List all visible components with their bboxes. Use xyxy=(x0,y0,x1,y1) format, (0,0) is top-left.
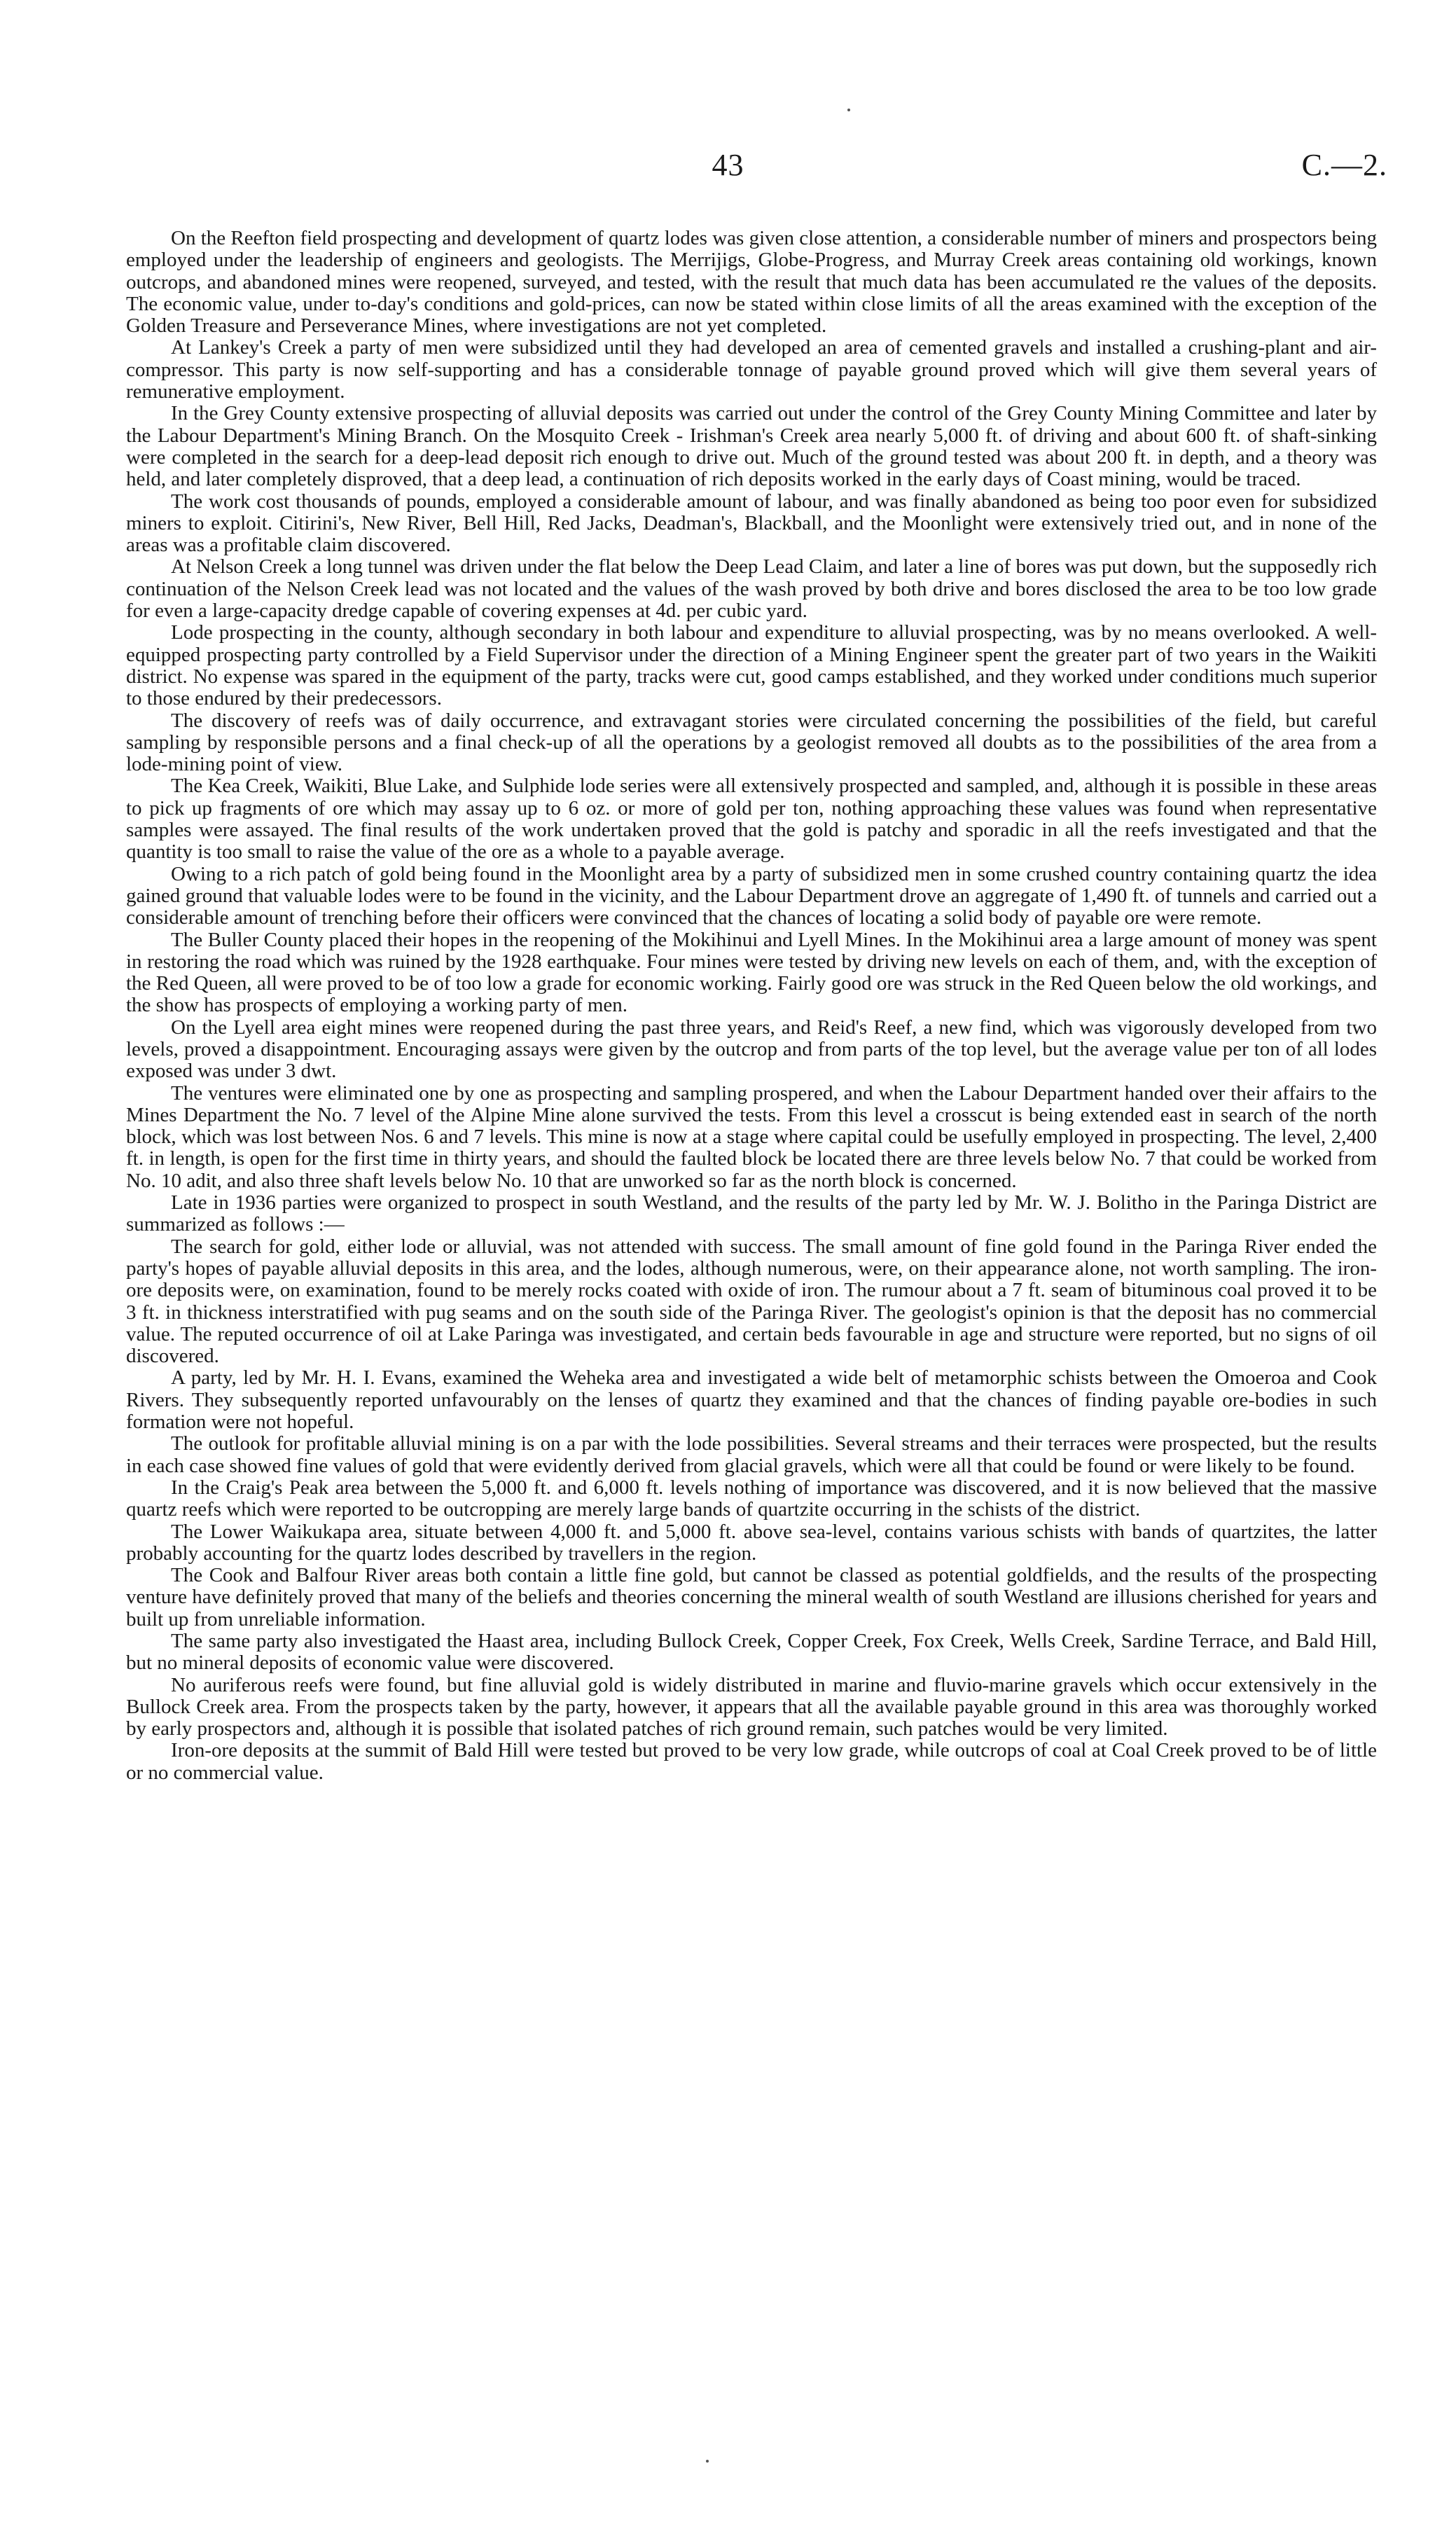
paragraph: The search for gold, either lode or alluvial, was not attended with success. The small amount of fine gold found in the Paringa River ended the party's hopes of payable alluvial deposits in this area, and the lodes, although numerous, were, on their appearance alone, not worth sampling. The iron-ore deposits were, on examination, found to be merely rocks coated with oxide of iron. The rumour about a 7 ft. seam of bituminous coal proved it to be 3 ft. in thickness interstratified with pug seams and on the south side of the Paringa River. The geologist's opinion is that the deposit has no commercial value. The reputed occurrence of oil at Lake Paringa was investigated, and certain beds favourable in age and structure were reported, but no signs of oil discovered. xyxy=(126,1235,1377,1368)
scan-speck xyxy=(847,109,850,111)
paragraph: The outlook for profitable alluvial mining is on a par with the lode possibilities. Several streams and their terraces were prospected, but the results in each case showed fine values of gold that were evidently derived from glacial gravels, which were all that could be found or were likely to be found. xyxy=(126,1432,1377,1477)
paragraph: On the Reefton field prospecting and development of quartz lodes was given close attention, a considerable number of miners and prospectors being employed under the leadership of engineers and geologists. The Merrijigs, Globe-Progress, and Murray Creek areas containing old workings, known outcrops, and abandoned mines were reopened, surveyed, and tested, with the result that much data has been accumulated re the values of the deposits. The economic value, under to-day's conditions and gold-prices, can now be stated within close limits of all the areas examined with the exception of the Golden Treasure and Perseverance Mines, where investigations are not yet completed. xyxy=(126,227,1377,338)
paragraph: Late in 1936 parties were organized to prospect in south Westland, and the results of the party led by Mr. W. J. Bolitho in the Paringa District are summarized as follows :— xyxy=(126,1191,1377,1236)
paragraph: The Cook and Balfour River areas both contain a little fine gold, but cannot be classed as potential goldfields, and the results of the prospecting venture have definitely proved that many of the beliefs and theories concerning the mineral wealth of south Westland are illusions cherished for years and built up from unreliable information. xyxy=(126,1564,1377,1630)
page-header xyxy=(0,147,1456,196)
paragraph: Iron-ore deposits at the summit of Bald Hill were tested but proved to be very low grade, while outcrops of coal at Coal Creek proved to be of little or no commercial value. xyxy=(126,1739,1377,1784)
paragraph: The discovery of reefs was of daily occurrence, and extravagant stories were circulated concerning the possibilities of the field, but careful sampling by responsible persons and a final check-up of all the operations by a geologist removed all doubts as to the possibilities of the area from a lode-mining point of view. xyxy=(126,709,1377,776)
scan-speck xyxy=(706,2460,709,2463)
paragraph: The Buller County placed their hopes in the reopening of the Mokihinui and Lyell Mines. In the Mokihinui area a large amount of money was spent in restoring the road which was ruined by the 1928 earthquake. Four mines were tested by driving new levels on each of them, and, with the exception of the Red Queen, all were proved to be of too low a grade for economic working. Fairly good ore was struck in the Red Queen below the old workings, and the show has prospects of employing a working party of men. xyxy=(126,928,1377,1017)
document-reference: C.—2. xyxy=(1301,148,1387,182)
paragraph: Owing to a rich patch of gold being found in the Moonlight area by a party of subsidized men in some crushed country containing quartz the idea gained ground that valuable lodes were to be found in the vicinity, and the Labour Department drove an aggregate of 1,490 ft. of tunnels and carried out a considerable amount of trenching before their officers were convinced that the chances of locating a solid body of payable ore were remote. xyxy=(126,862,1377,929)
paragraph: The ventures were eliminated one by one as prospecting and sampling prospered, and when the Labour Department handed over their affairs to the Mines Department the No. 7 level of the Alpine Mine alone survived the tests. From this level a crosscut is being extended east in search of the north block, which was lost between Nos. 6 and 7 levels. This mine is now at a stage where capital could be usefully employed in prospecting. The level, 2,400 ft. in length, is open for the first time in thirty years, and should the faulted block be located there are three levels below No. 7 that could be worked from No. 10 adit, and also three shaft levels below No. 10 that are unworked so far as the north block is concerned. xyxy=(126,1081,1377,1192)
paragraph: No auriferous reefs were found, but fine alluvial gold is widely distributed in marine and fluvio-marine gravels which occur extensively in the Bullock Creek area. From the prospects taken by the party, however, it appears that all the available payable ground in this area was thoroughly worked by early prospectors and, although it is possible that isolated patches of rich ground remain, such patches would be very limited. xyxy=(126,1673,1377,1740)
paragraph: Lode prospecting in the county, although secondary in both labour and expenditure to alluvial prospecting, was by no means overlooked. A well-equipped prospecting party controlled by a Field Supervisor under the direction of a Mining Engineer spent the greater part of two years in the Waikiti district. No expense was spared in the equipment of the party, tracks were cut, good camps established, and they worked under conditions much superior to those endured by their predecessors. xyxy=(126,621,1377,710)
paragraph: A party, led by Mr. H. I. Evans, examined the Weheka area and investigated a wide belt of metamorphic schists between the Omoeroa and Cook Rivers. They subsequently reported unfavourably on the lenses of quartz they examined and that the chances of finding payable ore-bodies in such formation were not hopeful. xyxy=(126,1366,1377,1434)
paragraph: On the Lyell area eight mines were reopened during the past three years, and Reid's Reef, a new find, which was vigorously developed from two levels, proved a disappointment. Encouraging assays were given by the outcrop and from parts of the top level, but the average value per ton of all lodes exposed was under 3 dwt. xyxy=(126,1016,1377,1083)
paragraph: The Lower Waikukapa area, situate between 4,000 ft. and 5,000 ft. above sea-level, contains various schists with bands of quartzites, the latter probably accounting for the quartz lodes described by travellers in the region. xyxy=(126,1520,1377,1565)
paragraph: The work cost thousands of pounds, employed a considerable amount of labour, and was finally abandoned as being too poor even for subsidized miners to exploit. Citirini's, New River, Bell Hill, Red Jacks, Deadman's, Blackball, and the Moonlight were extensively tried out, and in none of the areas was a profitable claim discovered. xyxy=(126,490,1377,557)
paragraph: The Kea Creek, Waikiti, Blue Lake, and Sulphide lode series were all extensively prospected and sampled, and, although it is possible in these areas to pick up fragments of ore which may assay up to 6 oz. or more of gold per ton, nothing approaching these values was found when representative samples were assayed. The final results of the work undertaken proved that the gold is patchy and sporadic in all the reefs investigated and that the quantity is too small to raise the value of the ore as a whole to a payable average. xyxy=(126,775,1377,864)
page-number: 43 xyxy=(712,148,744,182)
paragraph: The same party also investigated the Haast area, including Bullock Creek, Copper Creek, Fox Creek, Wells Creek, Sardine Terrace, and Bald Hill, but no mineral deposits of economic value were discovered. xyxy=(126,1630,1377,1675)
paragraph: At Nelson Creek a long tunnel was driven under the flat below the Deep Lead Claim, and later a line of bores was put down, but the supposedly rich continuation of the Nelson Creek lead was not located and the values of the wash proved by both drive and bores disclosed the area to be too low grade for even a large-capacity dredge capable of covering expenses at 4d. per cubic yard. xyxy=(126,555,1377,623)
paragraph: In the Craig's Peak area between the 5,000 ft. and 6,000 ft. levels nothing of importance was discovered, and it is now believed that the massive quartz reefs which were reported to be outcropping are merely large bands of quartzite occurring in the schists of the district. xyxy=(126,1476,1377,1521)
body-text xyxy=(126,228,1377,1784)
paragraph: In the Grey County extensive prospecting of alluvial deposits was carried out under the control of the Grey County Mining Committee and later by the Labour Department's Mining Branch. On the Mosquito Creek - Irishman's Creek area nearly 5,000 ft. of driving and about 600 ft. of shaft-sinking were completed in the search for a deep-lead deposit rich enough to drive out. Much of the ground tested was about 200 ft. in depth, and a theory was held, and later completely disproved, that a deep lead, a continuation of rich deposits worked in the early days of Coast mining, would be traced. xyxy=(126,402,1377,491)
paragraph: At Lankey's Creek a party of men were subsidized until they had developed an area of cemented gravels and installed a crushing-plant and air-compressor. This party is now self-supporting and has a considerable tonnage of payable ground proved which will give them several years of remunerative employment. xyxy=(126,336,1377,403)
